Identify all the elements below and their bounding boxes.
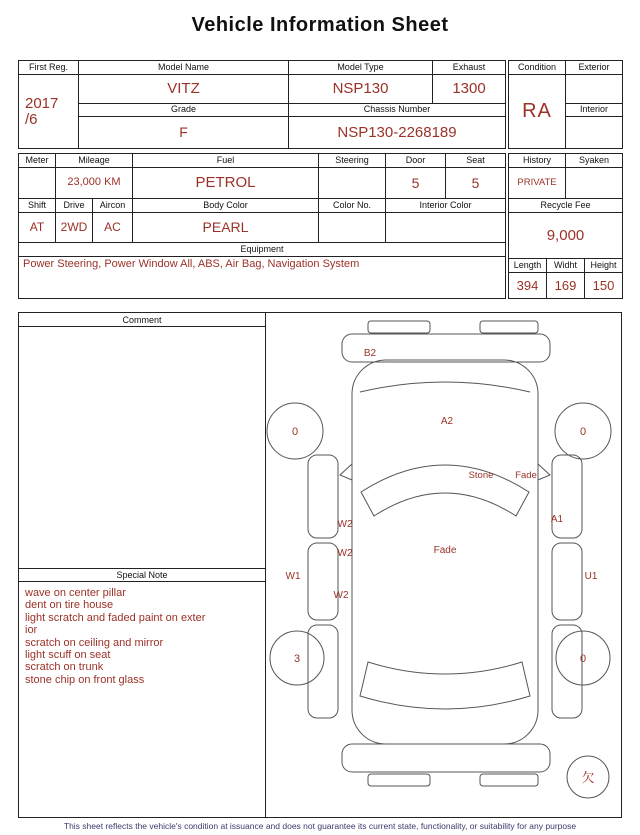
aircon-value: AC bbox=[93, 213, 133, 243]
mark-left-door-bottom: W2 bbox=[333, 590, 349, 601]
chassis-number-value: NSP130-2268189 bbox=[289, 117, 506, 149]
shift-value: AT bbox=[19, 213, 56, 243]
width-label: Widht bbox=[547, 259, 585, 273]
steering-value-cell bbox=[319, 168, 386, 199]
mileage-label: Mileage bbox=[56, 154, 133, 168]
width-value: 169 bbox=[547, 273, 585, 299]
color-no-label: Color No. bbox=[319, 199, 386, 213]
left-front-door-panel bbox=[308, 455, 338, 538]
mark-left-door-mid: W2 bbox=[337, 548, 353, 559]
equipment-label: Equipment bbox=[19, 243, 506, 257]
right-mirror bbox=[538, 464, 550, 480]
meter-value-cell bbox=[19, 168, 56, 199]
mark-wheel-front-right: 0 bbox=[579, 426, 587, 438]
length-value: 394 bbox=[509, 273, 547, 299]
first-reg-label: First Reg. bbox=[19, 61, 79, 75]
length-label: Length bbox=[509, 259, 547, 273]
mark-left-door-top: W2 bbox=[337, 519, 353, 530]
condition-table bbox=[508, 60, 623, 149]
first-reg-value bbox=[19, 75, 79, 149]
mark-front-bumper: B2 bbox=[363, 348, 377, 359]
special-note-list bbox=[19, 582, 265, 691]
rear-bumper-shape bbox=[342, 744, 550, 772]
model-name-label: Model Name bbox=[79, 61, 289, 75]
syaken-label: Syaken bbox=[566, 154, 623, 168]
drive-label: Drive bbox=[56, 199, 93, 213]
special-note-line: wave on center pillar bbox=[25, 587, 126, 599]
condition-value: RA bbox=[509, 75, 566, 149]
door-value: 5 bbox=[386, 168, 446, 199]
body-color-value: PEARL bbox=[133, 213, 319, 243]
height-value: 150 bbox=[585, 273, 623, 299]
history-value: PRIVATE bbox=[509, 168, 566, 199]
mark-left-outer-w1: W1 bbox=[285, 571, 301, 582]
door-label: Door bbox=[386, 154, 446, 168]
left-quarter-panel bbox=[308, 625, 338, 718]
exhaust-label: Exhaust bbox=[433, 61, 506, 75]
comment-column bbox=[19, 313, 266, 817]
grade-value: F bbox=[79, 117, 289, 149]
special-note-line: light scuff on seat bbox=[25, 649, 111, 662]
interior-color-label: Interior Color bbox=[386, 199, 506, 213]
comment-diagram-box bbox=[18, 312, 622, 818]
mark-missing: 欠 bbox=[581, 770, 595, 785]
mark-wheel-front-left: 0 bbox=[291, 426, 299, 438]
exhaust-value: 1300 bbox=[433, 75, 506, 104]
recycle-fee-label: Recycle Fee bbox=[509, 199, 623, 213]
first-reg-month: /6 bbox=[25, 110, 38, 128]
meter-label: Meter bbox=[19, 154, 56, 168]
steering-label: Steering bbox=[319, 154, 386, 168]
interior-color-value-cell bbox=[386, 213, 506, 243]
right-quarter-panel bbox=[552, 625, 582, 718]
exterior-value-cell bbox=[566, 75, 623, 104]
mark-windshield-stone: Stone bbox=[468, 470, 494, 481]
special-note-line: scratch on trunk bbox=[25, 661, 104, 674]
condition-label: Condition bbox=[509, 61, 566, 75]
hood-line bbox=[360, 382, 530, 392]
right-rear-door-panel bbox=[552, 543, 582, 620]
mileage-value: 23,000 KM bbox=[56, 168, 133, 199]
special-note-label: Special Note bbox=[19, 568, 265, 582]
interior-value-cell bbox=[566, 117, 623, 149]
grade-label: Grade bbox=[79, 104, 289, 117]
vehicle-damage-diagram bbox=[264, 318, 620, 814]
equipment-value: Power Steering, Power Window All, ABS, Air Bag, Navigation System bbox=[19, 257, 506, 299]
windshield-shape bbox=[361, 465, 529, 516]
history-fee-table bbox=[508, 153, 623, 299]
model-name-value: VITZ bbox=[79, 75, 289, 104]
front-trim-left bbox=[368, 321, 430, 333]
special-note-line: stone chip on front glass bbox=[25, 673, 145, 686]
exterior-label: Exterior bbox=[566, 61, 623, 75]
syaken-value-cell bbox=[566, 168, 623, 199]
mark-windshield-fade: Fade bbox=[515, 470, 537, 481]
first-reg-year: 2017 bbox=[25, 94, 59, 112]
rear-trim-right bbox=[480, 774, 538, 786]
drive-value: 2WD bbox=[56, 213, 93, 243]
mark-wheel-rear-right: 0 bbox=[579, 653, 587, 665]
fuel-value: PETROL bbox=[133, 168, 319, 199]
shift-label: Shift bbox=[19, 199, 56, 213]
fuel-label: Fuel bbox=[133, 154, 319, 168]
left-mirror bbox=[340, 464, 352, 480]
mark-right-side-a1: A1 bbox=[550, 514, 564, 525]
special-note-line: dent on tire house bbox=[25, 599, 114, 612]
model-type-value: NSP130 bbox=[289, 75, 433, 104]
seat-label: Seat bbox=[446, 154, 506, 168]
interior-label: Interior bbox=[566, 104, 623, 117]
special-note-line: ior bbox=[25, 624, 38, 637]
height-label: Height bbox=[585, 259, 623, 273]
disclaimer-text: This sheet reflects the vehicle's condition at issuance and does not guarantee its current state, functionality, or suitability for any purpose bbox=[63, 821, 577, 831]
chassis-number-label: Chassis Number bbox=[289, 104, 506, 117]
page-title: Vehicle Information Sheet bbox=[191, 14, 449, 36]
recycle-fee-value: 9,000 bbox=[509, 213, 623, 259]
model-type-label: Model Type bbox=[289, 61, 433, 75]
special-note-line: light scratch and faded paint on exter bbox=[25, 611, 206, 624]
rear-window-shape bbox=[360, 662, 530, 709]
right-front-door-panel bbox=[552, 455, 582, 538]
body-color-label: Body Color bbox=[133, 199, 319, 213]
mark-wheel-rear-left: 3 bbox=[293, 653, 301, 665]
mark-hood: A2 bbox=[440, 416, 454, 427]
rear-trim-left bbox=[368, 774, 430, 786]
comment-label: Comment bbox=[19, 313, 265, 327]
color-no-value-cell bbox=[319, 213, 386, 243]
mark-roof-fade: Fade bbox=[433, 545, 457, 556]
mark-right-outer-u1: U1 bbox=[584, 571, 598, 582]
comment-area bbox=[19, 327, 265, 568]
seat-value: 5 bbox=[446, 168, 506, 199]
special-note-line: scratch on ceiling and mirror bbox=[25, 636, 164, 649]
spec-table bbox=[18, 153, 506, 299]
vehicle-main-table bbox=[18, 60, 506, 149]
history-label: History bbox=[509, 154, 566, 168]
aircon-label: Aircon bbox=[93, 199, 133, 213]
left-rear-door-panel bbox=[308, 543, 338, 620]
front-trim-right bbox=[480, 321, 538, 333]
